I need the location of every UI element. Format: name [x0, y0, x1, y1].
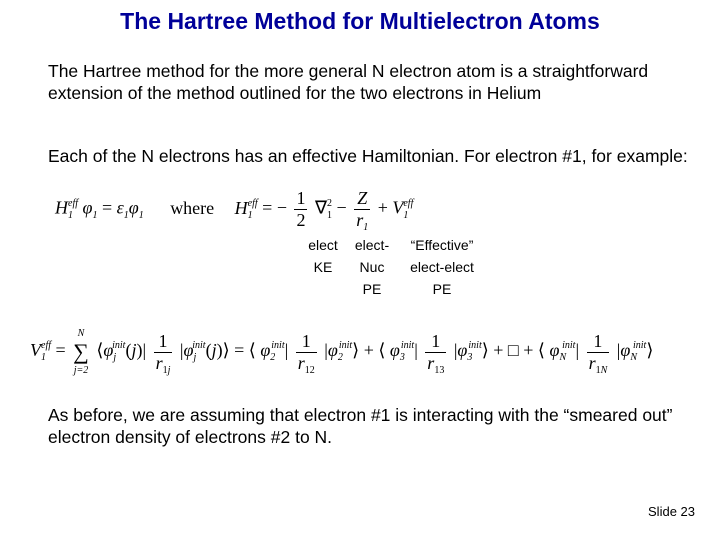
- page-title: The Hartree Method for Multielectron Atoms: [120, 8, 600, 34]
- hamiltonian-paragraph: Each of the N electrons has an effective Hamiltonian. For electron #1, for example:: [48, 146, 688, 166]
- where-word: where: [170, 197, 215, 218]
- intro-paragraph: The Hartree method for the more general N electron atom is a straightforward extension of the method outlined for the two electrons in Helium: [48, 61, 649, 103]
- slide-number: Slide 23: [648, 504, 695, 519]
- effective-potential-equation: $V_1^{eff}$ = N ∑ j=2 $⟨\varphi_j^{init}(j)|$ $\frac{1}{r_{1j}}$ $|\varphi_j^{init}(j)⟩$ = ⟨ $\varphi_2^{init}|$ $\frac{1}{r_{12}}$ $|\varphi_2^{init}⟩$ + ⟨ $\varphi_3^{init}|$ $\frac{1}{r_{13}}$ $|\varphi_3^{init}⟩$ + □ + ⟨ $\varphi_N^{init}|$ $\frac{1}{r_{1N}}$ $|\varphi_N^{init}⟩$: [30, 328, 654, 376]
- label-kinetic-energy: elect KE: [308, 237, 338, 275]
- hamiltonian-equation: $H_1^{eff}$ $\varphi_1 = \varepsilon_1\varphi_1$ where $H_1^{eff}$ = − $\frac{1}{2}$ $\nabla_1^2$ − $\frac{Z}{r_1}$ + $V_1^{eff}$: [55, 188, 414, 233]
- label-effective-pe: “Effective” elect-elect PE: [410, 237, 474, 297]
- conclusion-paragraph: As before, we are assuming that electron #1 is interacting with the “smeared out” electron density of electrons #2 to N.: [48, 405, 673, 447]
- label-nuclear-pe: elect- Nuc PE: [354, 237, 390, 297]
